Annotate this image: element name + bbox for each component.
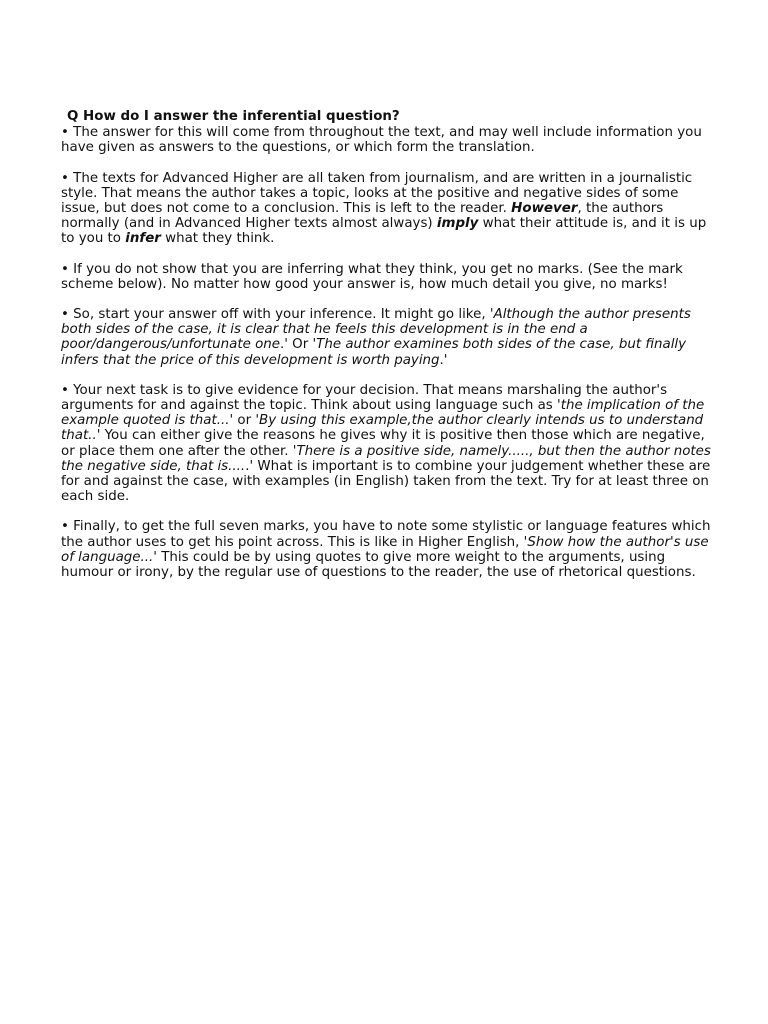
paragraph-start-inference	[61, 307, 721, 368]
emphasis-imply: imply	[436, 216, 479, 232]
paragraph-stylistic-features	[61, 519, 721, 580]
text-run: , the authors normally (and in Advanced Higher texts almost always)	[61, 201, 664, 232]
text-run: what they think.	[160, 231, 275, 247]
text-run: • Finally, to get the full seven marks, you have to note some stylistic or language features which the author uses to get his point across. This is like in Higher English, '	[61, 519, 711, 550]
text-run: • The texts for Advanced Higher are all taken from journalism, and are written in a journalistic style. That means the author takes a topic, looks at the positive and negative sides of some issue, but does not come to a conclusion. This is left to the reader.	[61, 170, 693, 217]
document-body	[61, 109, 721, 595]
quote-use-of-language: Show how the author's use of language...	[61, 534, 709, 565]
paragraph-no-marks: • If you do not show that you are inferring what they think, you get no marks. (See the mark scheme below). No matter how good your answer is, how much detail you give, no marks!	[61, 261, 683, 292]
text-run: • Your next task is to give evidence for your decision. That means marshaling the author's arguments for and against the topic. Think about using language such as '	[61, 382, 668, 414]
question-heading: Q How do I answer the inferential question?	[67, 109, 400, 124]
paragraph-journalistic-style	[61, 171, 721, 247]
text-run: ' This could be by using quotes to give more weight to the arguments, using humour or irony, by the regular use of questions to the reader, the use of rhetorical questions.	[61, 549, 696, 581]
quote-example-1: Although the author presents both sides of the case, it is clear that he feels this development is in the end a poor/dangerous/unfortunate one	[61, 307, 691, 353]
text-run: ' or '	[229, 413, 260, 429]
quote-by-using-example: By using this example,the author clearly intends us to understand that..	[61, 413, 704, 444]
emphasis-infer: infer	[125, 231, 161, 247]
text-run: what their attitude is, and it is up to you to	[61, 216, 707, 247]
emphasis-however: However	[511, 201, 578, 217]
paragraph-answer-source: • The answer for this will come from throughout the text, and may well include information you have given as answers to the questions, or which form the translation.	[61, 125, 702, 156]
text-run: • So, start your answer off with your inference. It might go like, '	[61, 307, 494, 323]
text-run: .'	[439, 352, 448, 368]
text-run: .' What is important is to combine your judgement whether these are for and against the case, with examples (in English) taken from the text. Try for at least three on each side.	[61, 458, 711, 505]
quote-implication: the implication of the example quoted is that...	[61, 398, 705, 429]
text-run: ' You can either give the reasons he gives why it is positive then those which are negative, or place them one after the other. '	[61, 428, 705, 459]
quote-positive-negative: There is a positive side, namely....., but then the author notes the negative side, that is....	[61, 443, 711, 474]
quote-example-2: The author examines both sides of the case, but finally infers that the price of this development is worth paying	[61, 337, 687, 368]
text-run: .' Or '	[279, 337, 317, 353]
paragraph-evidence	[61, 383, 721, 505]
